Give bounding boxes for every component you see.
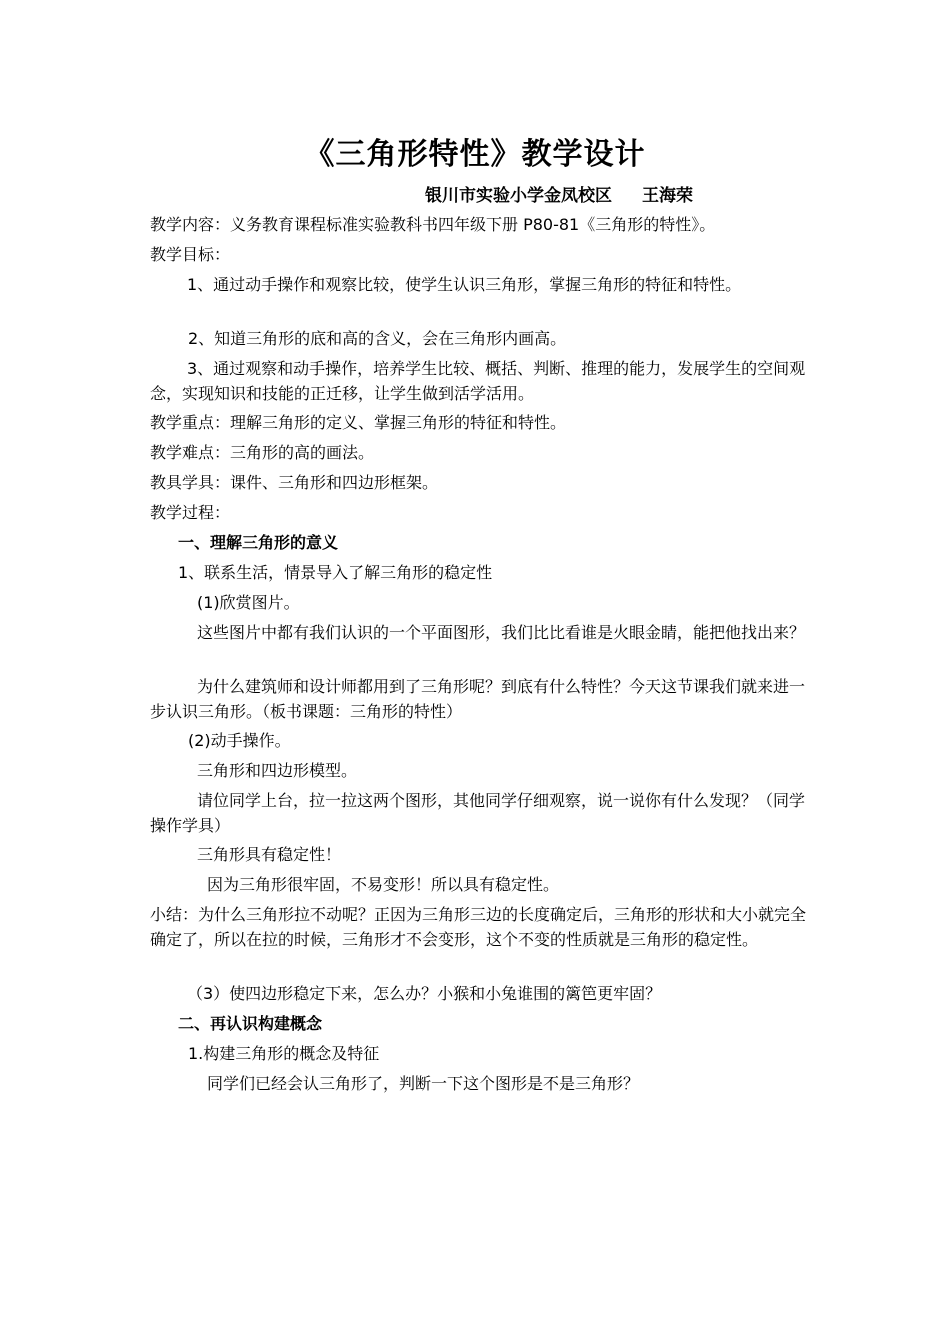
paragraph-difficulty: 教学难点：三角形的高的画法。 [150,443,375,462]
paragraph-stability: 三角形具有稳定性！ [197,845,342,864]
paragraph-substep-1: (1)欣赏图片。 [197,593,300,612]
paragraph-process: 教学过程： [150,503,231,522]
document-title: 《三角形特性》教学设计 [304,137,646,172]
paragraph-why-triangle: 为什么建筑师和设计师都用到了三角形呢？到底有什么特性？今天这节课我们就来进一步认识三角形。（板书课题：三角形的特性） [150,677,806,721]
paragraph-summary: 小结：为什么三角形拉不动呢？正因为三角形三边的长度确定后，三角形的形状和大小就完全确定了，所以在拉的时候，三角形才不会变形，这个不变的性质就是三角形的稳定性。 [150,905,807,949]
paragraph-tools: 教具学具：课件、三角形和四边形框架。 [150,473,439,492]
paragraph-pull: 请位同学上台，拉一拉这两个图形，其他同学仔细观察，说一说你有什么发现？（同学操作学具） [150,791,806,835]
paragraph-substep-2: (2)动手操作。 [188,731,291,750]
paragraph-judge: 同学们已经会认三角形了，判断一下这个图形是不是三角形？ [207,1074,640,1093]
paragraph-models: 三角形和四边形模型。 [197,761,358,780]
paragraph-teaching-goals: 教学目标： [150,245,231,264]
paragraph-pictures: 这些图片中都有我们认识的一个平面图形，我们比比看谁是火眼金睛，能把他找出来？ [197,623,806,642]
paragraph-substep-3: （3）使四边形稳定下来，怎么办？小猴和小兔谁围的篱笆更牢固？ [187,984,662,1003]
document-body [150,212,810,1101]
paragraph-key-point: 教学重点：理解三角形的定义、掌握三角形的特征和特性。 [150,413,567,432]
paragraph-step-1: 1、联系生活，情景导入了解三角形的稳定性 [178,563,493,582]
section-heading-1: 一、理解三角形的意义 [178,533,339,552]
paragraph-goal-1: 1、通过动手操作和观察比较，使学生认识三角形，掌握三角形的特征和特性。 [187,275,742,294]
paragraph-goal-2: 2、知道三角形的底和高的含义，会在三角形内画高。 [188,329,567,348]
paragraph-concept: 1.构建三角形的概念及特征 [188,1044,380,1063]
author-school: 银川市实验小学金凤校区 [425,186,612,206]
section-heading-2: 二、再认识构建概念 [178,1014,323,1033]
paragraph-goal-3: 3、通过观察和动手操作，培养学生比较、概括、判断、推理的能力，发展学生的空间观念，实现知识和技能的正迁移，让学生做到活学活用。 [150,359,806,403]
author-name: 王海荣 [642,186,693,206]
paragraph-firm: 因为三角形很牢固，不易变形！所以具有稳定性。 [207,875,560,894]
paragraph-teaching-content: 教学内容：义务教育课程标准实验教科书四年级下册 P80-81《三角形的特性》。 [150,215,716,234]
author-line [425,182,693,210]
